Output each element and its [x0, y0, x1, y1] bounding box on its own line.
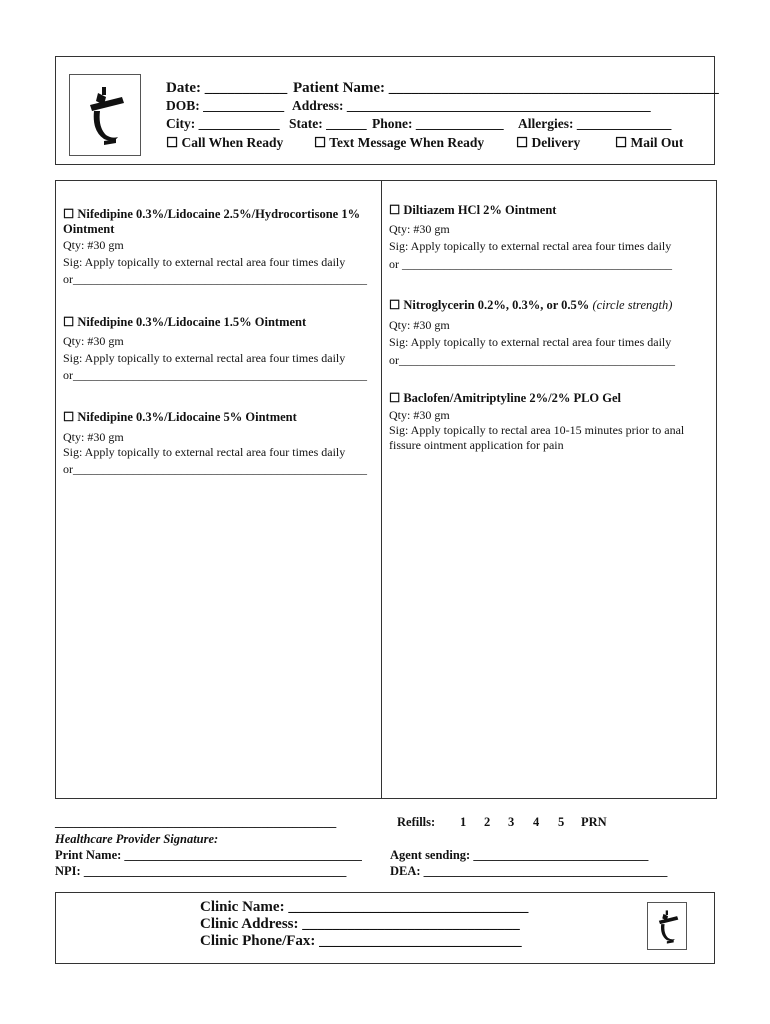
rx-or-field[interactable]: or_________________________________________________	[63, 462, 367, 476]
city-field[interactable]: City: ____________	[166, 116, 280, 131]
address-field[interactable]: Address: _____________________________________________	[292, 98, 651, 113]
rx-or-field[interactable]: or_________________________________________________	[63, 368, 367, 382]
column-divider	[381, 181, 382, 798]
refills-label: Refills:	[397, 815, 436, 829]
phone-field[interactable]: Phone: _____________	[372, 116, 504, 131]
rx-sig-cont: fissure ointment application for pain	[389, 438, 564, 452]
refill-option-1[interactable]: 1	[460, 815, 467, 829]
mail-out-checkbox[interactable]: ☐ Mail Out	[615, 135, 684, 150]
refill-option-prn[interactable]: PRN	[581, 815, 607, 829]
rx-sig: Sig: Apply topically to external rectal area four times daily	[389, 239, 672, 253]
rx-sig: Sig: Apply topically to external rectal area four times daily	[63, 255, 346, 269]
rx-or-field[interactable]: or______________________________________________	[389, 353, 675, 367]
rx-diltiazem-checkbox[interactable]: ☐ Diltiazem HCl 2% Ointment	[389, 203, 557, 217]
rx-sig: Sig: Apply topically to external rectal area four times daily	[389, 335, 672, 349]
npi-field[interactable]: NPI: __________________________________________	[55, 864, 347, 878]
refill-option-4[interactable]: 4	[533, 815, 540, 829]
signature-label: Healthcare Provider Signature:	[55, 832, 219, 846]
rx-qty: Qty: #30 gm	[389, 222, 450, 236]
text-message-checkbox[interactable]: ☐ Text Message When Ready	[314, 135, 485, 150]
rx-nitroglycerin-checkbox[interactable]	[389, 297, 672, 313]
rx-nifedipine-hydrocortisone-checkbox[interactable]: ☐ Nifedipine 0.3%/Lidocaine 2.5%/Hydrocortisone 1%	[63, 207, 361, 221]
date-field[interactable]: Date: ___________	[166, 80, 288, 96]
rx-nifedipine-lidocaine-1-5-checkbox[interactable]: ☐ Nifedipine 0.3%/Lidocaine 1.5% Ointment	[63, 315, 307, 329]
rx-or-field[interactable]: or _____________________________________________	[389, 257, 672, 271]
rx-baclofen-checkbox[interactable]: ☐ Baclofen/Amitriptyline 2%/2% PLO Gel	[389, 391, 622, 405]
print-name-field[interactable]: Print Name: ______________________________________	[55, 848, 362, 862]
clinic-address-field[interactable]: Clinic Address: _____________________________	[200, 916, 520, 932]
rx-sig: Sig: Apply topically to rectal area 10-15 minutes prior to anal	[389, 423, 685, 437]
call-when-ready-checkbox[interactable]: ☐ Call When Ready	[166, 135, 284, 150]
agent-sending-field[interactable]: Agent sending: ____________________________	[390, 848, 649, 862]
pharmacy-logo-icon	[655, 907, 681, 947]
clinic-logo-frame	[647, 902, 687, 950]
rx-qty: Qty: #30 gm	[63, 430, 124, 444]
delivery-checkbox[interactable]: ☐ Delivery	[516, 135, 581, 150]
rx-nifedipine-lidocaine-5-checkbox[interactable]: ☐ Nifedipine 0.3%/Lidocaine 5% Ointment	[63, 410, 297, 424]
patient-name-field[interactable]: Patient Name: ____________________________________________	[293, 80, 719, 96]
rx-or-field[interactable]: or_________________________________________________	[63, 272, 367, 286]
rx-title-cont: Ointment	[63, 222, 115, 236]
pharmacy-logo-icon	[84, 81, 128, 151]
refill-option-3[interactable]: 3	[508, 815, 515, 829]
dob-field[interactable]: DOB: ____________	[166, 98, 285, 113]
rx-title: ☐ Nitroglycerin 0.2%, 0.3%, or 0.5%	[389, 298, 590, 312]
rx-sig: Sig: Apply topically to external rectal area four times daily	[63, 445, 346, 459]
clinic-name-field[interactable]: Clinic Name: ________________________________	[200, 899, 529, 915]
rx-qty: Qty: #30 gm	[63, 238, 124, 252]
rx-qty: Qty: #30 gm	[389, 318, 450, 332]
signature-line[interactable]: _____________________________________________	[55, 815, 337, 829]
allergies-field[interactable]: Allergies: ______________	[518, 116, 672, 131]
state-field[interactable]: State: ______	[289, 116, 367, 131]
clinic-phone-fax-field[interactable]: Clinic Phone/Fax: ___________________________	[200, 933, 522, 949]
refill-option-5[interactable]: 5	[558, 815, 565, 829]
dea-field[interactable]: DEA: _______________________________________	[390, 864, 668, 878]
rx-qty: Qty: #30 gm	[63, 334, 124, 348]
rx-sig: Sig: Apply topically to external rectal area four times daily	[63, 351, 346, 365]
logo-frame	[69, 74, 141, 156]
refill-option-2[interactable]: 2	[484, 815, 491, 829]
rx-qty: Qty: #30 gm	[389, 408, 450, 422]
circle-strength-note: (circle strength)	[592, 298, 673, 312]
